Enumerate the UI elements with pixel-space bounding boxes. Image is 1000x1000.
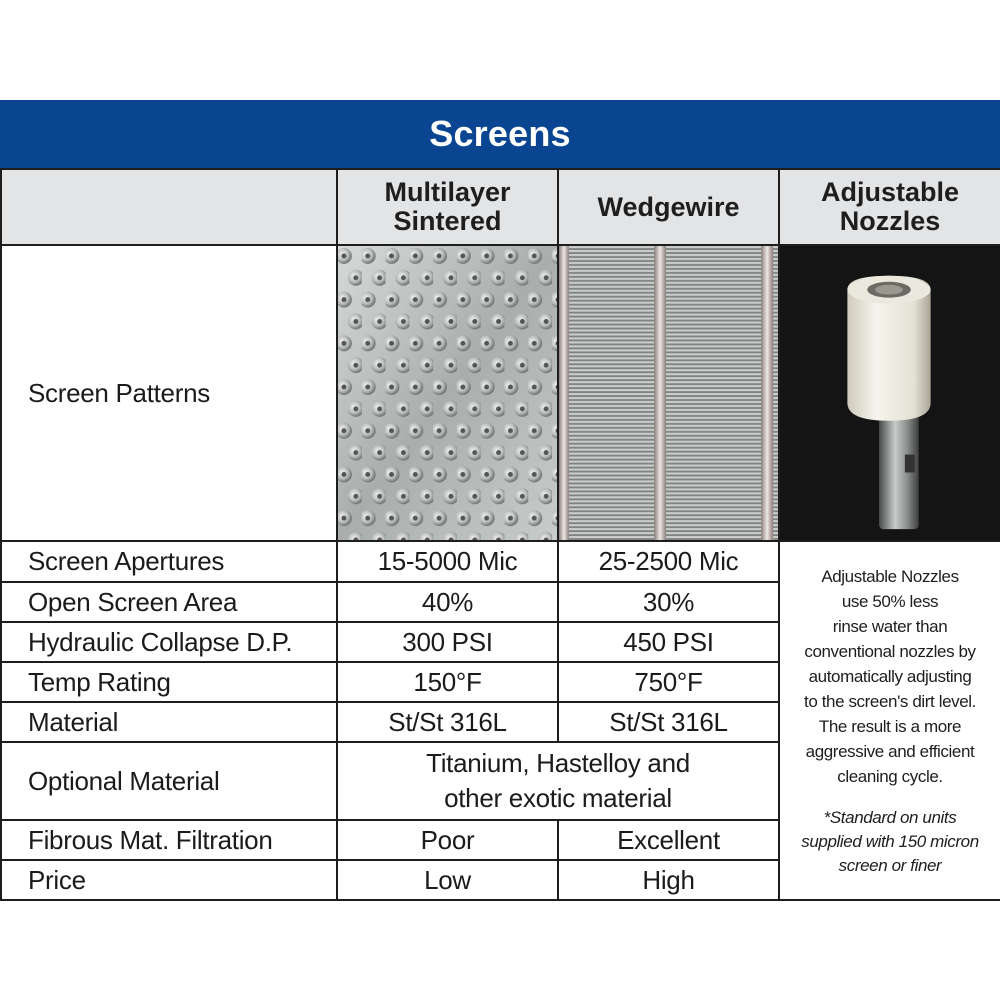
wedgewire-value: 25-2500 Mic — [558, 541, 779, 582]
header-corner — [1, 169, 337, 245]
nozzle-icon — [780, 246, 1000, 540]
note-line: The result is a more — [818, 717, 962, 736]
sintered-value: 300 PSI — [337, 622, 558, 662]
table-title: Screens — [0, 100, 1000, 168]
row-label: Optional Material — [1, 742, 337, 820]
sintered-value: 15-5000 Mic — [337, 541, 558, 582]
sintered-value: Low — [337, 860, 558, 900]
footnote-line: screen or finer — [838, 856, 942, 875]
column-header-nozzles — [779, 169, 1000, 245]
column-header-label: Adjustable Nozzles — [820, 177, 960, 236]
column-header-label: Multilayer Sintered — [384, 177, 511, 236]
column-header-wedgewire — [558, 169, 779, 245]
row-label: Price — [1, 860, 337, 900]
nozzle-note-cell — [779, 541, 1000, 900]
comparison-table — [0, 168, 1000, 901]
note-line: rinse water than — [832, 617, 948, 636]
screens-comparison-sheet — [0, 100, 1000, 900]
sintered-value: 150°F — [337, 662, 558, 702]
sintered-value: St/St 316L — [337, 702, 558, 742]
sintered-pattern-image — [337, 245, 558, 541]
wedgewire-pattern-image — [558, 245, 779, 541]
note-line: to the screen's dirt level. — [804, 692, 976, 711]
row-label: Open Screen Area — [1, 582, 337, 622]
column-header-row — [1, 169, 1000, 245]
wedgewire-value: St/St 316L — [558, 702, 779, 742]
wedgewire-pattern-icon — [559, 246, 778, 540]
table-row — [1, 541, 1000, 582]
row-label: Screen Apertures — [1, 541, 337, 582]
wedgewire-value: High — [558, 860, 779, 900]
note-line: use 50% less — [841, 592, 939, 611]
row-label: Material — [1, 702, 337, 742]
wedgewire-value: Excellent — [558, 820, 779, 860]
wedgewire-value: 450 PSI — [558, 622, 779, 662]
sintered-value: 40% — [337, 582, 558, 622]
note-line: aggressive and efficient — [805, 742, 975, 761]
sintered-pattern-icon — [338, 246, 557, 540]
optional-material-line: other exotic material — [444, 783, 672, 813]
row-label: Temp Rating — [1, 662, 337, 702]
footnote-line: *Standard on units — [823, 808, 957, 827]
note-line: conventional nozzles by — [804, 642, 976, 661]
column-header-label: Wedgewire — [597, 191, 740, 222]
nozzle-footnote — [788, 806, 992, 878]
wedgewire-value: 30% — [558, 582, 779, 622]
row-label: Screen Patterns — [1, 245, 337, 541]
screen-patterns-row — [1, 245, 1000, 541]
sintered-value: Poor — [337, 820, 558, 860]
note-line: Adjustable Nozzles — [821, 567, 959, 586]
note-line: automatically adjusting — [808, 667, 972, 686]
wedgewire-value: 750°F — [558, 662, 779, 702]
optional-material-line: Titanium, Hastelloy and — [426, 748, 690, 778]
optional-material-value — [337, 742, 779, 820]
nozzle-note-text — [788, 564, 992, 789]
nozzle-photo — [779, 245, 1000, 541]
row-label: Fibrous Mat. Filtration — [1, 820, 337, 860]
row-label: Hydraulic Collapse D.P. — [1, 622, 337, 662]
column-header-sintered — [337, 169, 558, 245]
footnote-line: supplied with 150 micron — [801, 832, 979, 851]
note-line: cleaning cycle. — [837, 767, 943, 786]
